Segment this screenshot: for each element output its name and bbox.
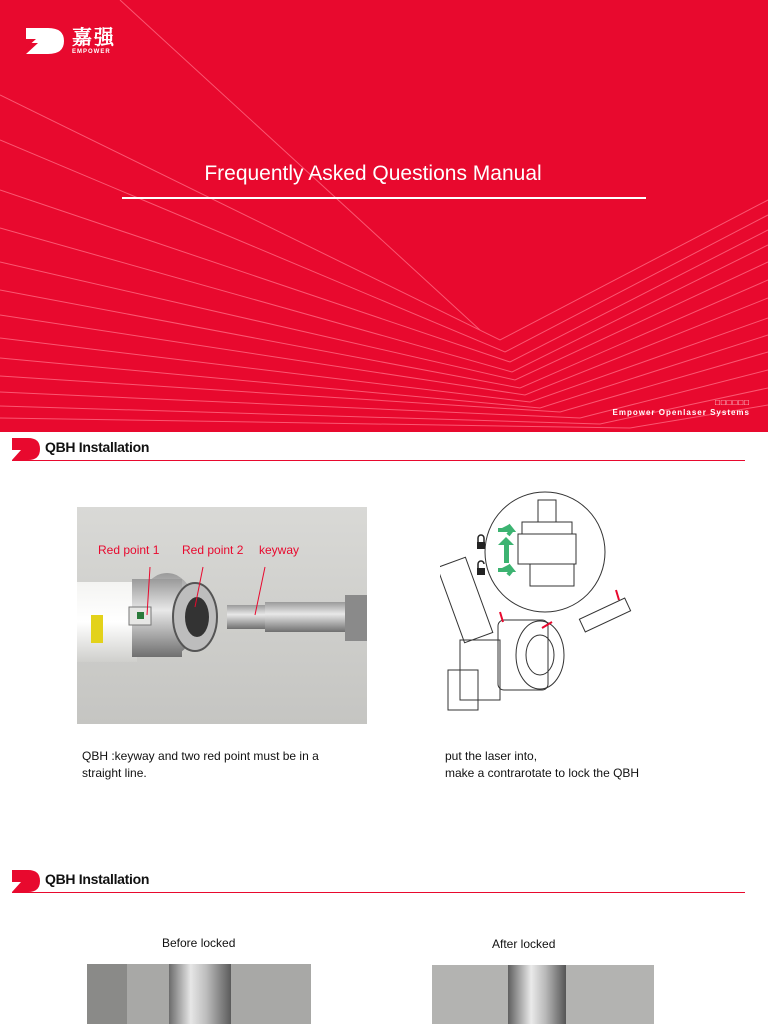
label-red-point-1: Red point 1	[98, 543, 160, 557]
label-red-point-2: Red point 2	[182, 543, 244, 557]
caption-keyway-alignment	[82, 748, 319, 782]
after-locked-photo	[432, 965, 654, 1024]
section-title: QBH Installation	[45, 439, 150, 455]
label-keyway: keyway	[259, 543, 300, 557]
before-locked-photo	[87, 964, 311, 1024]
section-marker-icon	[12, 870, 40, 892]
caption-line: straight line.	[82, 766, 147, 780]
section-marker-icon	[12, 438, 40, 460]
caption-line: put the laser into,	[445, 749, 538, 763]
title-divider	[122, 197, 646, 199]
caption-line: QBH :keyway and two red point must be in a	[82, 749, 319, 763]
decorative-lines	[0, 0, 768, 432]
tagline-english: Empower Openlaser Systems	[612, 408, 750, 417]
empower-logo-icon	[24, 26, 66, 56]
logo-english-text: EMPOWER	[72, 49, 111, 55]
caption-lock-instruction	[445, 748, 639, 782]
after-locked-label: After locked	[492, 937, 556, 951]
company-tagline	[613, 398, 751, 418]
logo-chinese-text: 嘉强	[72, 25, 116, 49]
caption-line: make a contrarotate to lock the QBH	[445, 766, 640, 780]
section-header	[12, 438, 745, 461]
tagline-chinese: □□□□□□	[715, 398, 750, 407]
installation-diagram	[440, 490, 645, 720]
before-locked-label: Before locked	[162, 936, 236, 950]
cover-banner	[0, 0, 768, 432]
section-header	[12, 870, 745, 893]
qbh-connector-photo	[77, 507, 367, 724]
brand-logo	[24, 26, 116, 56]
page-title: Frequently Asked Questions Manual	[204, 162, 542, 185]
section-title: QBH Installation	[45, 871, 150, 887]
